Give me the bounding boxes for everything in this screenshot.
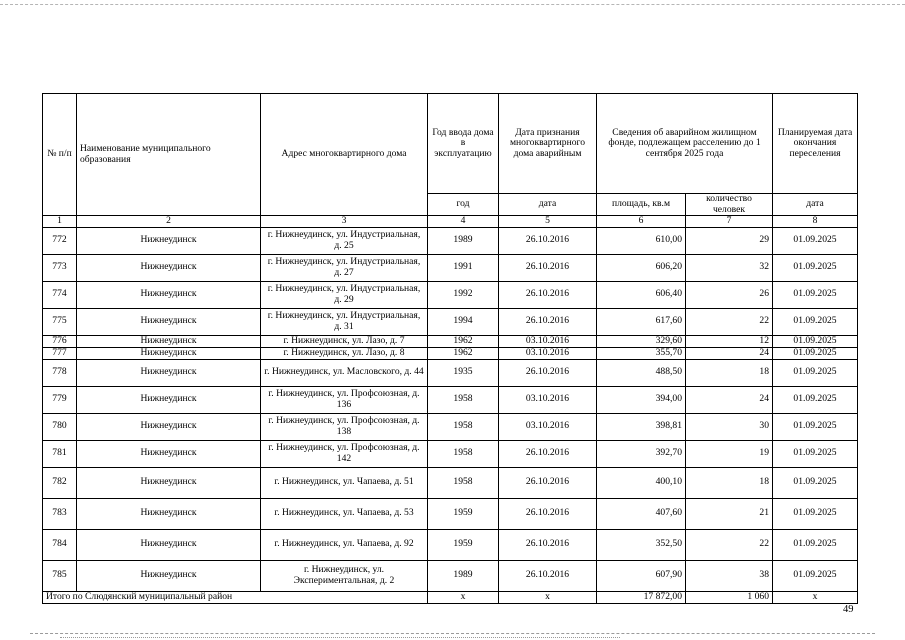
plan-date-cell: 01.09.2025 xyxy=(773,413,858,440)
year-cell: 1935 xyxy=(428,359,499,386)
people-cell: 24 xyxy=(686,347,773,359)
header-date-recognition: Дата признания многоквартирного дома аварийным xyxy=(499,94,597,194)
column-number: 3 xyxy=(261,216,428,228)
address-cell: г. Нижнеудинск, ул. Масловского, д. 44 xyxy=(261,359,428,386)
year-cell: 1989 xyxy=(428,227,499,254)
people-cell: 32 xyxy=(686,254,773,281)
people-cell: 19 xyxy=(686,440,773,467)
municipality-cell: Нижнеудинск xyxy=(77,281,261,308)
address-cell: г. Нижнеудинск, ул. Индустриальная, д. 27 xyxy=(261,254,428,281)
year-cell: 1992 xyxy=(428,281,499,308)
year-cell: 1958 xyxy=(428,386,499,413)
people-cell: 18 xyxy=(686,467,773,498)
year-cell: 1958 xyxy=(428,467,499,498)
date-cell: 26.10.2016 xyxy=(499,498,597,529)
year-cell: 1991 xyxy=(428,254,499,281)
total-plan: x xyxy=(773,591,858,603)
people-cell: 18 xyxy=(686,359,773,386)
table-row xyxy=(43,254,858,281)
municipality-cell: Нижнеудинск xyxy=(77,254,261,281)
table-row xyxy=(43,308,858,335)
scan-artifact-line xyxy=(30,633,875,634)
address-cell: г. Нижнеудинск, ул. Экспериментальная, д. 2 xyxy=(261,560,428,591)
table-row xyxy=(43,498,858,529)
table-row xyxy=(43,440,858,467)
area-cell: 352,50 xyxy=(597,529,686,560)
area-cell: 488,50 xyxy=(597,359,686,386)
total-date: x xyxy=(499,591,597,603)
date-cell: 26.10.2016 xyxy=(499,467,597,498)
address-cell: г. Нижнеудинск, ул. Профсоюзная, д. 138 xyxy=(261,413,428,440)
year-cell: 1959 xyxy=(428,529,499,560)
address-cell: г. Нижнеудинск, ул. Чапаева, д. 53 xyxy=(261,498,428,529)
table-row xyxy=(43,529,858,560)
row-number: 776 xyxy=(43,335,77,347)
plan-date-cell: 01.09.2025 xyxy=(773,335,858,347)
municipality-cell: Нижнеудинск xyxy=(77,359,261,386)
table-row xyxy=(43,227,858,254)
row-number: 785 xyxy=(43,560,77,591)
header-emergency-fund: Сведения об аварийном жилищном фонде, подлежащем расселению до 1 сентября 2025 года xyxy=(597,94,773,194)
row-number: 778 xyxy=(43,359,77,386)
year-cell: 1958 xyxy=(428,413,499,440)
header-planned-date: Планируемая дата окончания переселения xyxy=(773,94,858,194)
table-row xyxy=(43,359,858,386)
area-cell: 398,81 xyxy=(597,413,686,440)
people-cell: 24 xyxy=(686,386,773,413)
plan-date-cell: 01.09.2025 xyxy=(773,227,858,254)
table-row xyxy=(43,467,858,498)
year-cell: 1959 xyxy=(428,498,499,529)
total-label: Итого по Слюдянский муниципальный район xyxy=(43,591,428,603)
address-cell: г. Нижнеудинск, ул. Лазо, д. 7 xyxy=(261,335,428,347)
column-number: 8 xyxy=(773,216,858,228)
table-body xyxy=(43,227,858,591)
subheader-plan-date: дата xyxy=(773,194,858,216)
municipality-cell: Нижнеудинск xyxy=(77,467,261,498)
year-cell: 1962 xyxy=(428,347,499,359)
row-number: 779 xyxy=(43,386,77,413)
date-cell: 26.10.2016 xyxy=(499,359,597,386)
header-year-commission: Год ввода дома в эксплуатацию xyxy=(428,94,499,194)
column-number: 2 xyxy=(77,216,261,228)
column-number: 1 xyxy=(43,216,77,228)
municipality-cell: Нижнеудинск xyxy=(77,347,261,359)
people-cell: 12 xyxy=(686,335,773,347)
plan-date-cell: 01.09.2025 xyxy=(773,386,858,413)
plan-date-cell: 01.09.2025 xyxy=(773,254,858,281)
date-cell: 03.10.2016 xyxy=(499,413,597,440)
address-cell: г. Нижнеудинск, ул. Чапаева, д. 92 xyxy=(261,529,428,560)
people-cell: 29 xyxy=(686,227,773,254)
total-area: 17 872,00 xyxy=(597,591,686,603)
date-cell: 26.10.2016 xyxy=(499,227,597,254)
table-row xyxy=(43,347,858,359)
emergency-housing-table xyxy=(42,93,858,604)
municipality-cell: Нижнеудинск xyxy=(77,498,261,529)
header-no: № п/п xyxy=(43,94,77,216)
area-cell: 606,40 xyxy=(597,281,686,308)
area-cell: 394,00 xyxy=(597,386,686,413)
row-number: 777 xyxy=(43,347,77,359)
area-cell: 355,70 xyxy=(597,347,686,359)
row-number: 773 xyxy=(43,254,77,281)
total-row xyxy=(43,591,858,603)
table-row xyxy=(43,281,858,308)
column-number: 7 xyxy=(686,216,773,228)
total-people: 1 060 xyxy=(686,591,773,603)
subheader-year: год xyxy=(428,194,499,216)
area-cell: 610,00 xyxy=(597,227,686,254)
subheader-area: площадь, кв.м xyxy=(597,194,686,216)
date-cell: 26.10.2016 xyxy=(499,560,597,591)
year-cell: 1989 xyxy=(428,560,499,591)
plan-date-cell: 01.09.2025 xyxy=(773,359,858,386)
area-cell: 617,60 xyxy=(597,308,686,335)
row-number: 781 xyxy=(43,440,77,467)
date-cell: 03.10.2016 xyxy=(499,347,597,359)
column-number: 5 xyxy=(499,216,597,228)
area-cell: 400,10 xyxy=(597,467,686,498)
people-cell: 26 xyxy=(686,281,773,308)
subheader-date: дата xyxy=(499,194,597,216)
address-cell: г. Нижнеудинск, ул. Лазо, д. 8 xyxy=(261,347,428,359)
area-cell: 407,60 xyxy=(597,498,686,529)
date-cell: 03.10.2016 xyxy=(499,335,597,347)
date-cell: 26.10.2016 xyxy=(499,308,597,335)
row-number: 782 xyxy=(43,467,77,498)
column-numbers-row xyxy=(43,216,858,228)
row-number: 783 xyxy=(43,498,77,529)
municipality-cell: Нижнеудинск xyxy=(77,529,261,560)
plan-date-cell: 01.09.2025 xyxy=(773,440,858,467)
municipality-cell: Нижнеудинск xyxy=(77,335,261,347)
row-number: 774 xyxy=(43,281,77,308)
table-row xyxy=(43,413,858,440)
municipality-cell: Нижнеудинск xyxy=(77,386,261,413)
people-cell: 22 xyxy=(686,529,773,560)
table-row xyxy=(43,560,858,591)
municipality-cell: Нижнеудинск xyxy=(77,413,261,440)
table-header-row xyxy=(43,94,858,194)
header-municipality: Наименование муниципального образования xyxy=(77,94,261,216)
address-cell: г. Нижнеудинск, ул. Профсоюзная, д. 136 xyxy=(261,386,428,413)
header-address: Адрес многоквартирного дома xyxy=(261,94,428,216)
year-cell: 1962 xyxy=(428,335,499,347)
table-row xyxy=(43,386,858,413)
address-cell: г. Нижнеудинск, ул. Чапаева, д. 51 xyxy=(261,467,428,498)
plan-date-cell: 01.09.2025 xyxy=(773,281,858,308)
year-cell: 1994 xyxy=(428,308,499,335)
municipality-cell: Нижнеудинск xyxy=(77,440,261,467)
people-cell: 38 xyxy=(686,560,773,591)
total-year: x xyxy=(428,591,499,603)
page-number: 49 xyxy=(843,604,854,615)
column-number: 6 xyxy=(597,216,686,228)
plan-date-cell: 01.09.2025 xyxy=(773,347,858,359)
date-cell: 26.10.2016 xyxy=(499,529,597,560)
address-cell: г. Нижнеудинск, ул. Индустриальная, д. 25 xyxy=(261,227,428,254)
area-cell: 607,90 xyxy=(597,560,686,591)
row-number: 775 xyxy=(43,308,77,335)
year-cell: 1958 xyxy=(428,440,499,467)
plan-date-cell: 01.09.2025 xyxy=(773,560,858,591)
column-number: 4 xyxy=(428,216,499,228)
plan-date-cell: 01.09.2025 xyxy=(773,498,858,529)
plan-date-cell: 01.09.2025 xyxy=(773,467,858,498)
area-cell: 392,70 xyxy=(597,440,686,467)
people-cell: 30 xyxy=(686,413,773,440)
date-cell: 26.10.2016 xyxy=(499,281,597,308)
date-cell: 26.10.2016 xyxy=(499,440,597,467)
table-row xyxy=(43,335,858,347)
scan-artifact-line xyxy=(0,4,905,5)
plan-date-cell: 01.09.2025 xyxy=(773,529,858,560)
people-cell: 22 xyxy=(686,308,773,335)
date-cell: 03.10.2016 xyxy=(499,386,597,413)
date-cell: 26.10.2016 xyxy=(499,254,597,281)
row-number: 780 xyxy=(43,413,77,440)
area-cell: 329,60 xyxy=(597,335,686,347)
address-cell: г. Нижнеудинск, ул. Профсоюзная, д. 142 xyxy=(261,440,428,467)
municipality-cell: Нижнеудинск xyxy=(77,227,261,254)
address-cell: г. Нижнеудинск, ул. Индустриальная, д. 29 xyxy=(261,281,428,308)
plan-date-cell: 01.09.2025 xyxy=(773,308,858,335)
area-cell: 606,20 xyxy=(597,254,686,281)
municipality-cell: Нижнеудинск xyxy=(77,560,261,591)
row-number: 772 xyxy=(43,227,77,254)
people-cell: 21 xyxy=(686,498,773,529)
subheader-people: количество человек xyxy=(686,194,773,216)
row-number: 784 xyxy=(43,529,77,560)
municipality-cell: Нижнеудинск xyxy=(77,308,261,335)
scan-artifact-line xyxy=(60,637,620,638)
address-cell: г. Нижнеудинск, ул. Индустриальная, д. 31 xyxy=(261,308,428,335)
